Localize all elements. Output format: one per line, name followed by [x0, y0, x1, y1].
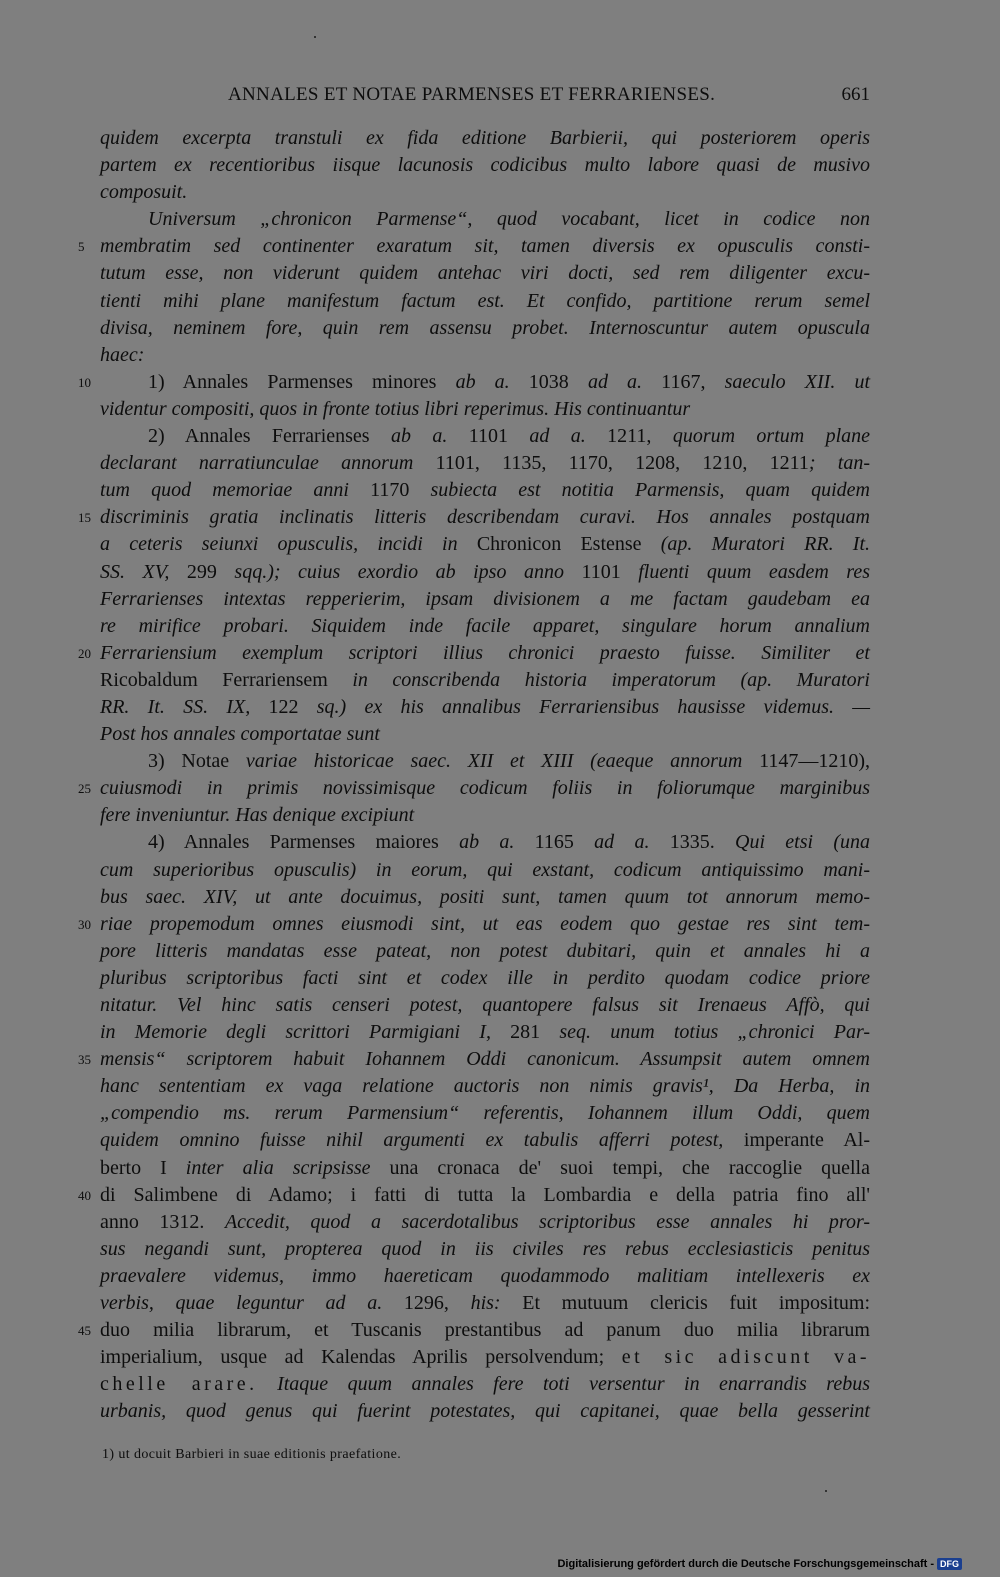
roman-text: 1211, [585, 425, 673, 448]
roman-text: 1) Annales Parmenses minores [148, 370, 456, 393]
roman-text: 3) Notae [148, 750, 246, 773]
line-content [100, 913, 870, 935]
roman-text: 1335. [649, 831, 736, 854]
roman-text: Chronicon Estense [457, 533, 661, 556]
roman-text: imperante Al- [723, 1129, 870, 1152]
spaced-text: et sic adiscunt va- [621, 1346, 870, 1369]
italic-text: ad a. [529, 425, 586, 448]
text-line [100, 531, 870, 558]
scan-speck [825, 1490, 827, 1492]
line-content [100, 452, 870, 474]
roman-text: una cronaca de' suoi tempi, che raccoglie quella [370, 1156, 870, 1179]
line-content [100, 615, 870, 637]
text-line [100, 477, 870, 504]
roman-text: 1101 [447, 425, 530, 448]
text-line [100, 206, 870, 233]
line-content [100, 1319, 870, 1341]
roman-text: 1038 [509, 370, 588, 393]
italic-text: „compendio ms. rerum Parmensium“ referentis, Iohannem illum Oddi, quem [100, 1102, 870, 1125]
page-number: 661 [841, 84, 870, 105]
roman-text: berto I [100, 1156, 186, 1179]
italic-text: variae historicae saec. XII et XIII (eaeque annorum [245, 750, 743, 773]
text-line [100, 288, 870, 315]
italic-text: sq.) ex his annalibus Ferrariensibus hausisse videmus. — [316, 695, 871, 718]
italic-text: a ceteris seiunxi opusculis, incidi in [100, 533, 458, 556]
italic-text: quorum ortum plane [672, 425, 871, 448]
text-line [100, 1100, 870, 1127]
roman-text: 281 [490, 1021, 560, 1044]
roman-text: 4) Annales Parmenses maiores [148, 831, 460, 854]
italic-text: Itaque quum annales fere toti versentur in enarrandis rebus [257, 1373, 870, 1396]
line-content [100, 723, 380, 745]
running-title: ANNALES ET NOTAE PARMENSES ET FERRARIENSES. [228, 84, 716, 105]
roman-text: Et mutuum clericis fuit impositum: [500, 1292, 870, 1315]
line-content [100, 1373, 870, 1395]
italic-text: quidem omnino fuisse nihil argumenti ex tabulis afferri potest, [100, 1129, 724, 1152]
line-content [100, 1400, 870, 1422]
italic-text: nitatur. Vel hinc satis censeri potest, quantopere falsus sit Irenaeus Affò, qui [100, 994, 870, 1016]
line-content [100, 1184, 870, 1206]
italic-text: discriminis gratia inclinatis litteris describendam curavi. Hos annales postquam [100, 506, 870, 529]
line-content [100, 859, 870, 881]
text-line [100, 342, 870, 369]
italic-text: inter alia scripsisse [185, 1156, 371, 1179]
line-content [100, 940, 870, 962]
italic-text: urbanis, quod genus qui fuerint potestates, qui capitanei, quae bella gesserint [100, 1400, 870, 1423]
line-number: 25 [78, 781, 91, 797]
italic-text: cum superioribus opusculis) in eorum, qui exstant, codicum antiquissimo mani- [100, 858, 870, 881]
italic-text: (ap. Muratori RR. It. [660, 533, 870, 556]
text-line [100, 721, 870, 748]
italic-text: cuiusmodi in primis novissimisque codicum foliis in foliorumque marginibus [100, 777, 870, 800]
scan-speck [314, 36, 316, 38]
line-number: 30 [78, 916, 91, 932]
text-line [78, 1182, 870, 1209]
italic-text: Universum „chronicon Parmense“, quod vocabant, licet in codice non [148, 208, 870, 231]
line-content [100, 561, 870, 583]
line-content [100, 1102, 870, 1124]
italic-text: hanc sententiam ex vaga relatione auctoris non nimis gravis¹, Da Herba, in [100, 1075, 870, 1098]
italic-text: verbis, quae leguntur ad a. [100, 1292, 383, 1315]
text-line [78, 233, 870, 260]
italic-text: SS. XV, [100, 560, 170, 583]
text-line [78, 640, 870, 667]
italic-text: divisa, neminem fore, quin rem assensu probet. Internoscuntur autem opuscula [100, 316, 870, 339]
line-content [100, 967, 870, 989]
text-line [100, 938, 870, 965]
funding-credit [557, 1558, 962, 1570]
italic-text: fere inveniuntur. Has denique excipiunt [100, 804, 415, 827]
text-line [100, 802, 870, 829]
text-line [78, 911, 870, 938]
italic-text: quidem excerpta transtuli ex fida editione Barbierii, qui posteriorem operis [100, 127, 870, 149]
italic-text: subiecta est notitia Parmensis, quam quidem [430, 479, 870, 502]
text-line [100, 1155, 870, 1182]
text-line [78, 1046, 870, 1073]
page-header [100, 84, 870, 114]
text-line [78, 775, 870, 802]
line-content [100, 1048, 870, 1070]
line-content [100, 588, 870, 610]
italic-text: in Memorie degli scrittori Parmigiani I, [100, 1021, 491, 1044]
italic-text: pore litteris mandatas esse pateat, non potest dubitari, quin et annales hi a [100, 939, 870, 962]
roman-text: 122 [250, 695, 317, 718]
italic-text: membratim sed continenter exaratum sit, tamen diversis ex opusculis consti- [100, 235, 870, 258]
text-line [100, 559, 870, 586]
text-line [100, 315, 870, 342]
italic-text: haec: [100, 343, 145, 366]
roman-text: 1101 [563, 560, 639, 583]
text-line [100, 613, 870, 640]
dfg-logo: DFG [937, 1558, 962, 1570]
roman-text: 1167, [642, 370, 725, 393]
line-content [148, 208, 870, 230]
italic-text: partem ex recentioribus iisque lacunosis codicibus multo labore quasi de musivo [100, 154, 870, 177]
roman-text: 2) Annales Ferrarienses [148, 425, 391, 448]
italic-text: ab a. [455, 370, 510, 393]
line-content [100, 777, 870, 799]
italic-text: bus saec. XIV, ut ante docuimus, positi sunt, tamen quum tot annorum memo- [100, 885, 870, 908]
italic-text: ab a. [459, 831, 515, 854]
italic-text: saeculo XII. ut [724, 370, 871, 393]
body-text [78, 125, 871, 1426]
line-number: 40 [78, 1187, 91, 1203]
italic-text: sus negandi sunt, propterea quod in iis civiles res rebus ecclesiasticis penitus [100, 1237, 870, 1260]
text-line [78, 504, 870, 531]
line-number: 5 [78, 239, 85, 255]
line-content [100, 696, 870, 718]
text-line [100, 260, 870, 287]
line-content [100, 181, 187, 203]
text-line [100, 667, 870, 694]
text-line [100, 1398, 870, 1425]
italic-text: Accedit, quod a sacerdotalibus scriptoribus esse annales hi pror- [224, 1210, 870, 1233]
text-line [100, 396, 870, 423]
line-content [100, 235, 870, 257]
text-line [100, 423, 870, 450]
line-content [100, 533, 870, 555]
italic-text: Ferrariensium exemplum scriptori illius chronici praesto fuisse. Similiter et [100, 641, 870, 664]
line-content [100, 1346, 870, 1368]
line-content [148, 371, 870, 393]
italic-text: composuit. [100, 181, 188, 204]
italic-text: ad a. [587, 370, 643, 393]
line-content [100, 398, 690, 420]
line-content [100, 154, 870, 176]
line-number: 35 [78, 1052, 91, 1068]
roman-text: 1147—1210), [742, 750, 870, 773]
line-content [100, 1238, 870, 1260]
line-content [100, 1129, 870, 1151]
italic-text: declarant narratiunculae annorum [100, 452, 414, 475]
roman-text: duo milia librarum, et Tuscanis prestantibus ad panum duo milia librarum [100, 1319, 870, 1342]
italic-text: ab a. [390, 425, 448, 448]
line-content [100, 1211, 870, 1233]
text-line [100, 965, 870, 992]
line-number: 10 [78, 374, 91, 390]
line-content [100, 1157, 870, 1179]
roman-text: 1101, 1135, 1170, 1208, 1210, 1211 [413, 452, 809, 475]
italic-text: tienti mihi plane manifestum factum est. Et confido, partitione rerum semel [100, 289, 870, 312]
line-content [148, 425, 870, 447]
italic-text: in conscribenda historia imperatorum (ap. Muratori [352, 668, 870, 691]
line-number: 20 [78, 645, 91, 661]
text-line [100, 992, 870, 1019]
text-line [100, 694, 870, 721]
spaced-text: chelle arare. [100, 1373, 258, 1396]
text-line [100, 152, 870, 179]
line-content [100, 804, 414, 826]
line-content [100, 1021, 870, 1043]
italic-text: ad a. [594, 831, 650, 854]
roman-text: anno 1312. [100, 1210, 225, 1233]
text-line [100, 450, 870, 477]
roman-text: 299 [169, 560, 235, 583]
text-line [100, 1371, 870, 1398]
italic-text: tum quod memoriae anni [100, 479, 349, 502]
roman-text: Ricobaldum Ferrariensem [100, 668, 353, 691]
line-content [100, 642, 870, 664]
line-content [100, 127, 870, 149]
italic-text: Post hos annales comportatae sunt [100, 723, 380, 746]
line-content [100, 262, 870, 284]
text-line [78, 369, 871, 396]
italic-text: his: [470, 1292, 501, 1315]
text-line [100, 1127, 870, 1154]
line-content [100, 1292, 870, 1314]
roman-text: imperialium, usque ad Kalendas Aprilis persolvendum; [100, 1346, 622, 1369]
italic-text: Ferrarienses intextas repperierim, ipsam divisionem a me factam gaudebam ea [100, 587, 870, 610]
italic-text: seq. unum totius „chronici Par- [559, 1021, 870, 1044]
roman-text: 1170 [348, 479, 431, 502]
italic-text: ; tan- [808, 452, 870, 475]
funding-credit-text: Digitalisierung gefördert durch die Deutsche Forschungsgemeinschaft - [557, 1558, 934, 1570]
roman-text: 1165 [514, 831, 595, 854]
italic-text: tutum esse, non viderunt quidem antehac viri docti, sed rem diligenter excu- [100, 262, 870, 285]
text-line [100, 1209, 870, 1236]
text-line [100, 1344, 870, 1371]
italic-text: riae propemodum omnes eiusmodi sint, ut eas eodem quo gestae res sint tem- [100, 912, 870, 935]
text-line [100, 857, 870, 884]
italic-text: praevalere videmus, immo haereticam quodammodo malitiam intellexeris ex [100, 1264, 870, 1287]
text-line [100, 748, 870, 775]
line-content [100, 669, 870, 691]
italic-text: mensis“ scriptorem habuit Iohannem Oddi canonicum. Assumpsit autem omnem [100, 1048, 870, 1071]
text-line [78, 1317, 870, 1344]
italic-text: sqq.); cuius exordio ab ipso anno [234, 560, 564, 583]
line-content [100, 479, 870, 501]
text-line [100, 125, 870, 152]
line-content [100, 317, 870, 339]
italic-text: Qui etsi (una [735, 831, 871, 854]
line-number: 15 [78, 510, 91, 526]
text-line [100, 1263, 870, 1290]
italic-text: re mirifice probari. Siquidem inde facile apparet, singulare horum annalium [100, 614, 870, 637]
text-line [100, 586, 870, 613]
line-content [148, 750, 870, 772]
line-number: 45 [78, 1323, 91, 1339]
line-content [100, 1265, 870, 1287]
text-line [100, 884, 870, 911]
text-line [100, 829, 870, 856]
line-content [148, 831, 870, 853]
text-line [100, 1236, 870, 1263]
roman-text: di Salimbene di Adamo; i fatti di tutta la Lombardia e della patria fino all' [100, 1183, 870, 1206]
text-line [100, 179, 870, 206]
line-content [100, 886, 870, 908]
line-content [100, 290, 870, 312]
line-content [100, 506, 870, 528]
italic-text: fluenti quum easdem res [638, 560, 871, 583]
italic-text: pluribus scriptoribus facti sint et codex ille in perdito quodam codice priore [100, 966, 870, 989]
text-line [100, 1073, 870, 1100]
line-content [100, 1075, 870, 1097]
italic-text: videntur compositi, quos in fronte totius libri reperimus. His continuantur [100, 397, 691, 420]
italic-text: RR. It. SS. IX, [100, 695, 251, 718]
footnote: 1) ut docuit Barbieri in suae editionis praefatione. [102, 1447, 402, 1462]
roman-text: 1296, [382, 1292, 471, 1315]
text-line [100, 1290, 870, 1317]
line-content [100, 344, 144, 366]
text-line [100, 1019, 870, 1046]
line-content [100, 994, 870, 1016]
